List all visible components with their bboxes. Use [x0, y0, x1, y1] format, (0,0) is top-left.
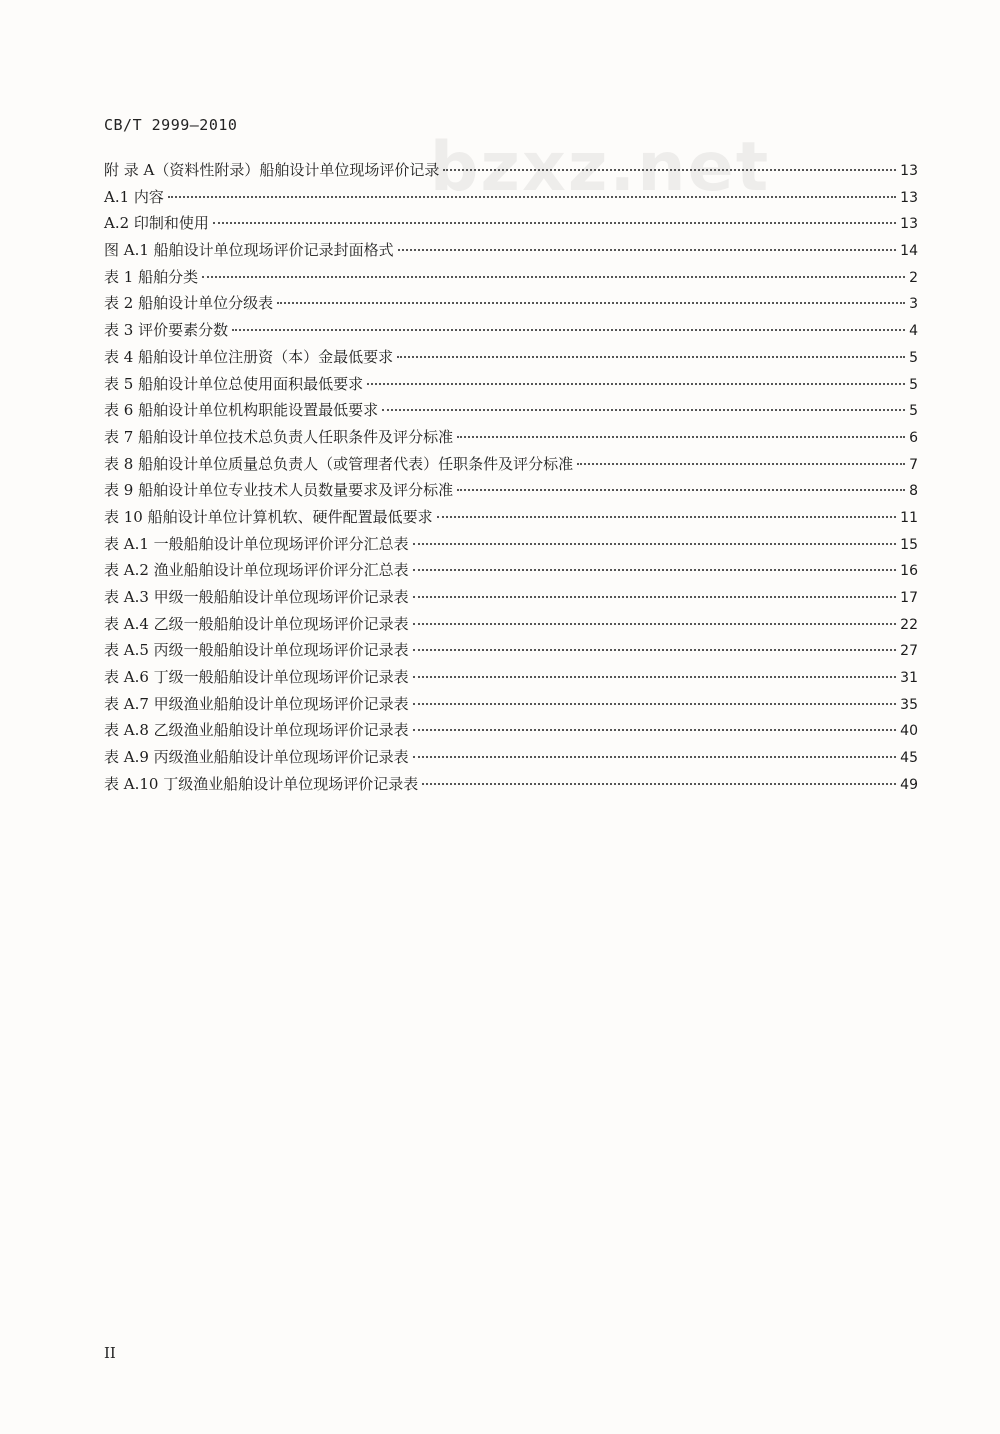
- toc-entry-page: 5: [909, 349, 918, 366]
- toc-entry-title: 表 A.6 丁级一般船舶设计单位现场评价记录表: [104, 668, 409, 687]
- toc-entry[interactable]: [104, 157, 918, 184]
- toc-entry-page: 45: [900, 750, 918, 767]
- toc-entry-title: 表 A.7 甲级渔业船舶设计单位现场评价记录表: [104, 694, 409, 713]
- toc-entry[interactable]: [104, 371, 918, 398]
- toc-entry[interactable]: [104, 771, 918, 798]
- toc-leader-dots: [457, 436, 905, 438]
- toc-entry-page: 2: [909, 269, 918, 286]
- toc-entry[interactable]: [104, 584, 918, 611]
- toc-entry[interactable]: [104, 290, 918, 317]
- toc-entry-page: 13: [900, 189, 918, 206]
- toc-entry-page: 5: [909, 376, 918, 393]
- toc-entry-title: 表 A.5 丙级一般船舶设计单位现场评价记录表: [104, 641, 409, 660]
- toc-leader-dots: [422, 783, 896, 785]
- toc-entry-page: 16: [900, 563, 918, 580]
- toc-entry-title: 表 A.3 甲级一般船舶设计单位现场评价记录表: [104, 588, 409, 606]
- standard-code: CB/T 2999—2010: [104, 116, 238, 134]
- toc-leader-dots: [202, 276, 905, 278]
- toc-entry-page: 6: [909, 429, 918, 446]
- toc-entry[interactable]: [104, 237, 918, 264]
- toc-entry[interactable]: [104, 451, 918, 478]
- toc-entry-title: 表 10 船舶设计单位计算机软、硬件配置最低要求: [104, 507, 433, 526]
- toc-leader-dots: [168, 196, 896, 198]
- toc-entry-title: 表 8 船舶设计单位质量总负责人（或管理者代表）任职条件及评分标准: [104, 454, 574, 473]
- toc-entry-title: 表 7 船舶设计单位技术总负责人任职条件及评分标准: [104, 427, 454, 446]
- toc-entry-page: 14: [900, 243, 918, 260]
- toc-entry-title: 表 A.2 渔业船舶设计单位现场评价评分汇总表: [104, 561, 409, 580]
- toc-leader-dots: [413, 649, 896, 651]
- toc-entry-page: 4: [909, 323, 918, 340]
- toc-entry-title: 表 6 船舶设计单位机构职能设置最低要求: [104, 401, 379, 420]
- toc-entry[interactable]: [104, 691, 918, 718]
- toc-entry-title: 表 A.1 一般船舶设计单位现场评价评分汇总表: [104, 534, 409, 553]
- toc-entry[interactable]: [104, 611, 918, 638]
- toc-leader-dots: [437, 516, 897, 518]
- toc-entry[interactable]: [104, 397, 918, 424]
- toc-entry[interactable]: [104, 637, 918, 664]
- toc-leader-dots: [413, 596, 896, 598]
- toc-entry-title: A.1 内容: [104, 187, 164, 206]
- toc-entry[interactable]: [104, 184, 918, 211]
- toc-entry[interactable]: [104, 317, 918, 344]
- toc-entry-page: 27: [900, 643, 918, 660]
- toc-entry-title: 表 3 评价要素分数: [104, 321, 229, 340]
- toc-entry-title: A.2 印制和使用: [104, 214, 209, 233]
- toc-leader-dots: [413, 703, 896, 705]
- toc-leader-dots: [413, 569, 896, 571]
- toc-entry-page: 22: [900, 616, 918, 633]
- toc-entry-page: 5: [909, 403, 918, 420]
- toc-entry-title: 附 录 A（资料性附录）船舶设计单位现场评价记录: [104, 161, 440, 179]
- toc-entry[interactable]: [104, 210, 918, 237]
- toc-entry[interactable]: [104, 504, 918, 531]
- toc-leader-dots: [397, 356, 905, 358]
- toc-entry-page: 8: [909, 483, 918, 500]
- toc-entry[interactable]: [104, 744, 918, 771]
- page-number: II: [104, 1344, 116, 1362]
- toc-entry-title: 表 A.8 乙级渔业船舶设计单位现场评价记录表: [104, 721, 409, 740]
- toc-leader-dots: [277, 302, 905, 304]
- toc-entry-title: 表 A.10 丁级渔业船舶设计单位现场评价记录表: [104, 774, 419, 793]
- toc-entry-title: 表 4 船舶设计单位注册资（本）金最低要求: [104, 347, 394, 366]
- toc-leader-dots: [398, 249, 896, 251]
- toc-entry-title: 表 A.4 乙级一般船舶设计单位现场评价记录表: [104, 614, 409, 633]
- toc-entry[interactable]: [104, 424, 918, 451]
- toc-entry-page: 15: [900, 536, 918, 553]
- toc-entry-page: 31: [900, 670, 918, 687]
- toc-leader-dots: [443, 169, 896, 171]
- toc-leader-dots: [413, 729, 896, 731]
- toc-entry[interactable]: [104, 557, 918, 584]
- toc-entry-page: 11: [900, 509, 918, 526]
- toc-entry[interactable]: [104, 264, 918, 291]
- toc-entry[interactable]: [104, 477, 918, 504]
- toc-entry[interactable]: [104, 344, 918, 371]
- toc-entry-page: 3: [909, 296, 918, 313]
- toc-entry-page: 13: [900, 216, 918, 233]
- toc-entry[interactable]: [104, 717, 918, 744]
- toc-entry-page: 13: [900, 163, 918, 179]
- toc-leader-dots: [457, 489, 905, 491]
- toc-entry-page: 17: [900, 590, 918, 606]
- toc-entry-title: 表 A.9 丙级渔业船舶设计单位现场评价记录表: [104, 748, 409, 767]
- toc-entry-title: 表 1 船舶分类: [104, 267, 199, 286]
- toc-entry-title: 图 A.1 船舶设计单位现场评价记录封面格式: [104, 241, 394, 260]
- watermark: bzxz.net: [429, 128, 771, 207]
- toc-entry-title: 表 9 船舶设计单位专业技术人员数量要求及评分标准: [104, 481, 454, 500]
- toc-leader-dots: [413, 756, 896, 758]
- toc-entry-title: 表 2 船舶设计单位分级表: [104, 294, 274, 313]
- toc-entry-page: 35: [900, 696, 918, 713]
- toc-entry-title: 表 5 船舶设计单位总使用面积最低要求: [104, 374, 364, 393]
- toc-entry-page: 49: [900, 776, 918, 793]
- table-of-contents: [104, 157, 918, 798]
- toc-entry[interactable]: [104, 531, 918, 558]
- toc-leader-dots: [413, 676, 896, 678]
- toc-leader-dots: [577, 463, 905, 465]
- toc-entry-page: 7: [909, 456, 918, 473]
- toc-leader-dots: [367, 383, 905, 385]
- toc-leader-dots: [413, 623, 896, 625]
- toc-leader-dots: [382, 409, 905, 411]
- toc-entry-page: 40: [900, 723, 918, 740]
- toc-entry[interactable]: [104, 664, 918, 691]
- toc-leader-dots: [213, 222, 896, 224]
- toc-leader-dots: [232, 329, 905, 331]
- toc-leader-dots: [413, 543, 896, 545]
